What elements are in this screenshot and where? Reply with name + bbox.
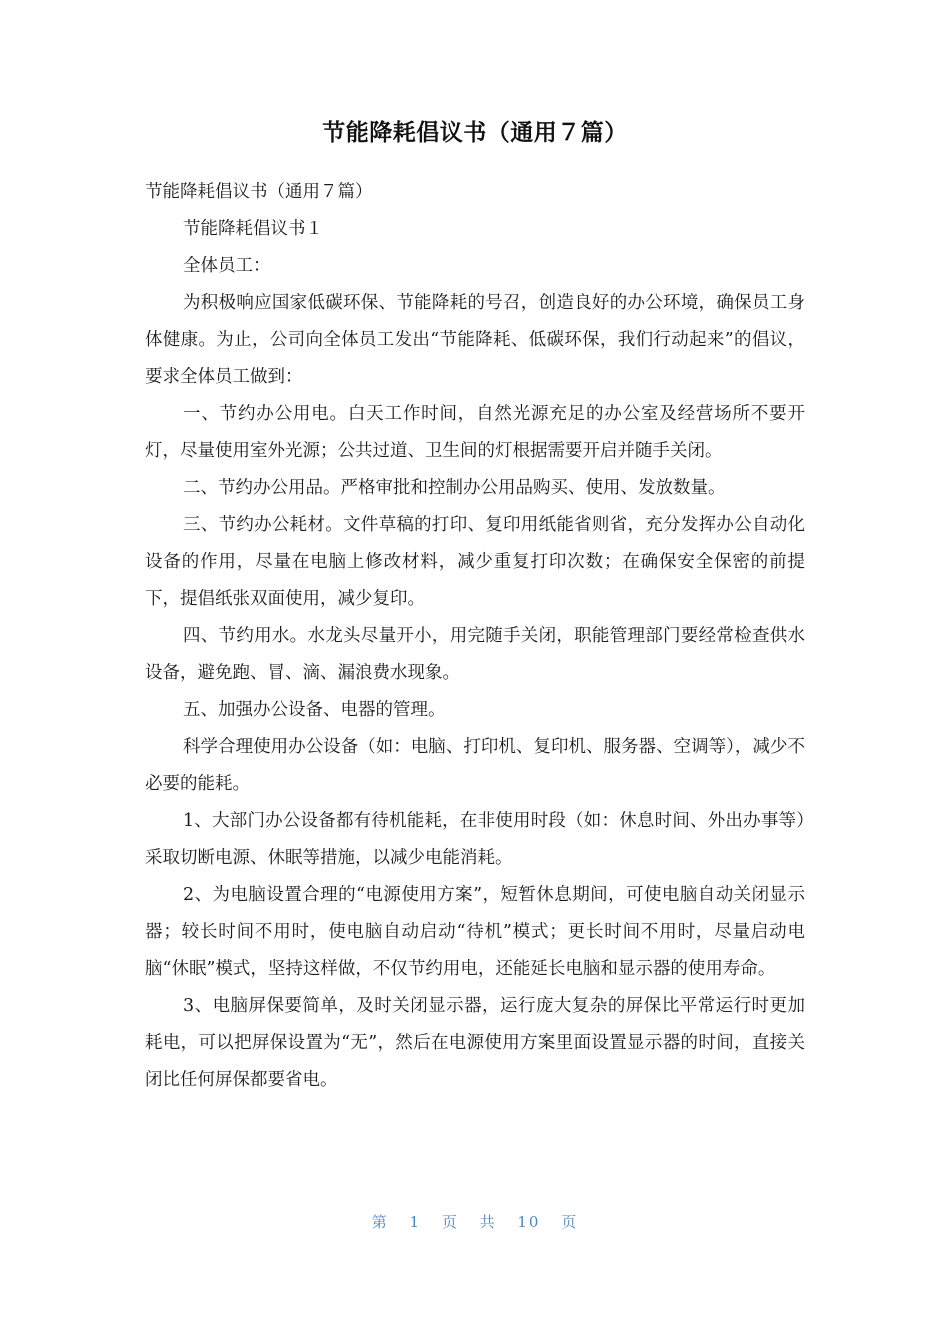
body-paragraph: 2、为电脑设置合理的“电源使用方案”，短暂休息期间，可使电脑自动关闭显示器；较长时间不用时，使电脑自动启动“待机”模式；更长时间不用时，尽量启动电脑“休眠”模式，坚持这样做，不仅节约用电，还能延长电脑和显示器的使用寿命。 [145, 885, 805, 979]
page-number-footer: 第 1 页 共 10 页 [371, 1213, 579, 1231]
document-body [145, 174, 805, 1099]
body-paragraph: 科学合理使用办公设备（如：电脑、打印机、复印机、服务器、空调等），减少不必要的能耗。 [145, 737, 805, 794]
body-paragraph: 五、加强办公设备、电器的管理。 [183, 700, 446, 720]
body-paragraph: 四、节约用水。水龙头尽量开小，用完随手关闭，职能管理部门要经常检查供水设备，避免跑、冒、滴、漏浪费水现象。 [145, 626, 805, 683]
body-paragraph-salutation: 全体员工： [183, 256, 271, 276]
body-paragraph: 1、大部门办公设备都有待机能耗，在非使用时段（如：休息时间、外出办事等）采取切断电源、休眠等措施，以减少电能消耗。 [145, 811, 805, 868]
body-paragraph: 二、节约办公用品。严格审批和控制办公用品购买、使用、发放数量。 [183, 478, 726, 498]
body-paragraph: 3、电脑屏保要简单，及时关闭显示器，运行庞大复杂的屏保比平常运行时更加耗电，可以把屏保设置为“无”，然后在电源使用方案里面设置显示器的时间，直接关闭比任何屏保都要省电。 [145, 996, 805, 1090]
body-paragraph: 为积极响应国家低碳环保、节能降耗的号召，创造良好的办公环境，确保员工身体健康。为止，公司向全体员工发出“节能降耗、低碳环保，我们行动起来”的倡议，要求全体员工做到： [145, 293, 805, 387]
body-paragraph: 三、节约办公耗材。文件草稿的打印、复印用纸能省则省，充分发挥办公自动化设备的作用，尽量在电脑上修改材料，减少重复打印次数；在确保安全保密的前提下，提倡纸张双面使用，减少复印。 [145, 515, 805, 609]
document-title: 节能降耗倡议书（通用７篇） [322, 120, 628, 146]
body-paragraph-subtitle: 节能降耗倡议书（通用７篇） [145, 182, 373, 202]
body-paragraph-section-heading: 节能降耗倡议书１ [183, 219, 323, 239]
body-paragraph: 一、节约办公用电。白天工作时间，自然光源充足的办公室及经营场所不要开灯，尽量使用室外光源；公共过道、卫生间的灯根据需要开启并随手关闭。 [145, 404, 805, 461]
